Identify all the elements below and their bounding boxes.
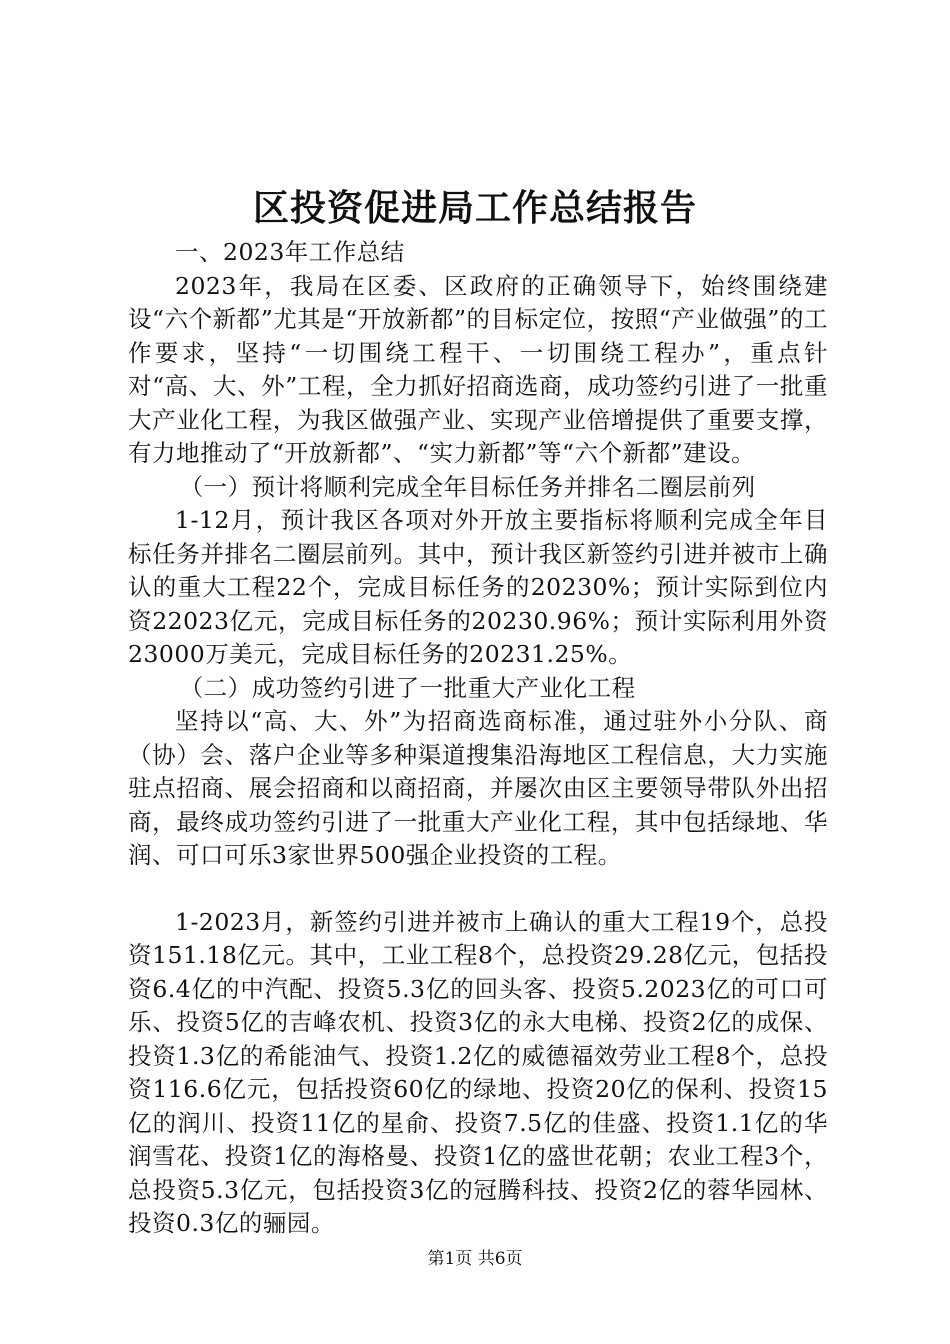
subsection-heading: （二）成功签约引进了一批重大产业化工程 <box>179 673 636 702</box>
page-footer: 第1页 共6页 <box>427 1249 523 1269</box>
body-paragraph: 坚持以“高、大、外”为招商选商标准，通过驻外小分队、商（协）会、落户企业等多种渠道搜集沿海地区工程信息，大力实施驻点招商、展会招商和以商招商，并屡次由区主要领导带队外出招商，最终成功签约引进了一批重大产业化工程，其中包括绿地、华润、可口可乐3家世界500强企业投资的工程。 <box>128 707 828 869</box>
body-paragraph: 1-2023月，新签约引进并被市上确认的重大工程19个，总投资151.18亿元。其中，工业工程8个，总投资29.28亿元，包括投资6.4亿的中汽配、投资5.3亿的回头客、投资5.2023亿的可口可乐、投资5亿的吉峰农机、投资3亿的永大电梯、投资2亿的成保、投资1.3亿的希能油气、投资1.2亿的威德福效劳业工程8个，总投资116.6亿元，包括投资60亿的绿地、投资20亿的保利、投资15亿的润川、投资11亿的星俞、投资7.5亿的佳盛、投资1.1亿的华润雪花、投资1亿的海格曼、投资1亿的盛世花朝；农业工程3个，总投资5.3亿元，包括投资3亿的冠腾科技、投资2亿的蓉华园林、投资0.3亿的骊园。 <box>128 907 828 1237</box>
body-paragraph: 2023年，我局在区委、区政府的正确领导下，始终围绕建设“六个新都”尤其是“开放新都”的目标定位，按照“产业做强”的工作要求，坚持“一切围绕工程干、一切围绕工程办”，重点针对“高、大、外”工程，全力抓好招商选商，成功签约引进了一批重大产业化工程，为我区做强产业、实现产业倍增提供了重要支撑，有力地推动了“开放新都”、“实力新都”等“六个新都”建设。 <box>128 271 828 467</box>
section-heading: 一、2023年工作总结 <box>175 238 405 266</box>
document-title: 区投资促进局工作总结报告 <box>252 187 697 229</box>
document-body <box>128 236 828 1241</box>
subsection-heading: （一）预计将顺利完成全年目标任务并排名二圈层前列 <box>179 472 756 501</box>
body-paragraph: 1-12月，预计我区各项对外开放主要指标将顺利完成全年目标任务并排名二圈层前列。其中，预计我区新签约引进并被市上确认的重大工程22个，完成目标任务的20230%；预计实际到位内资22023亿元，完成目标任务的20230.96%；预计实际利用外资23000万美元，完成目标任务的20231.25%。 <box>128 506 828 668</box>
paragraph-spacer <box>128 873 828 906</box>
